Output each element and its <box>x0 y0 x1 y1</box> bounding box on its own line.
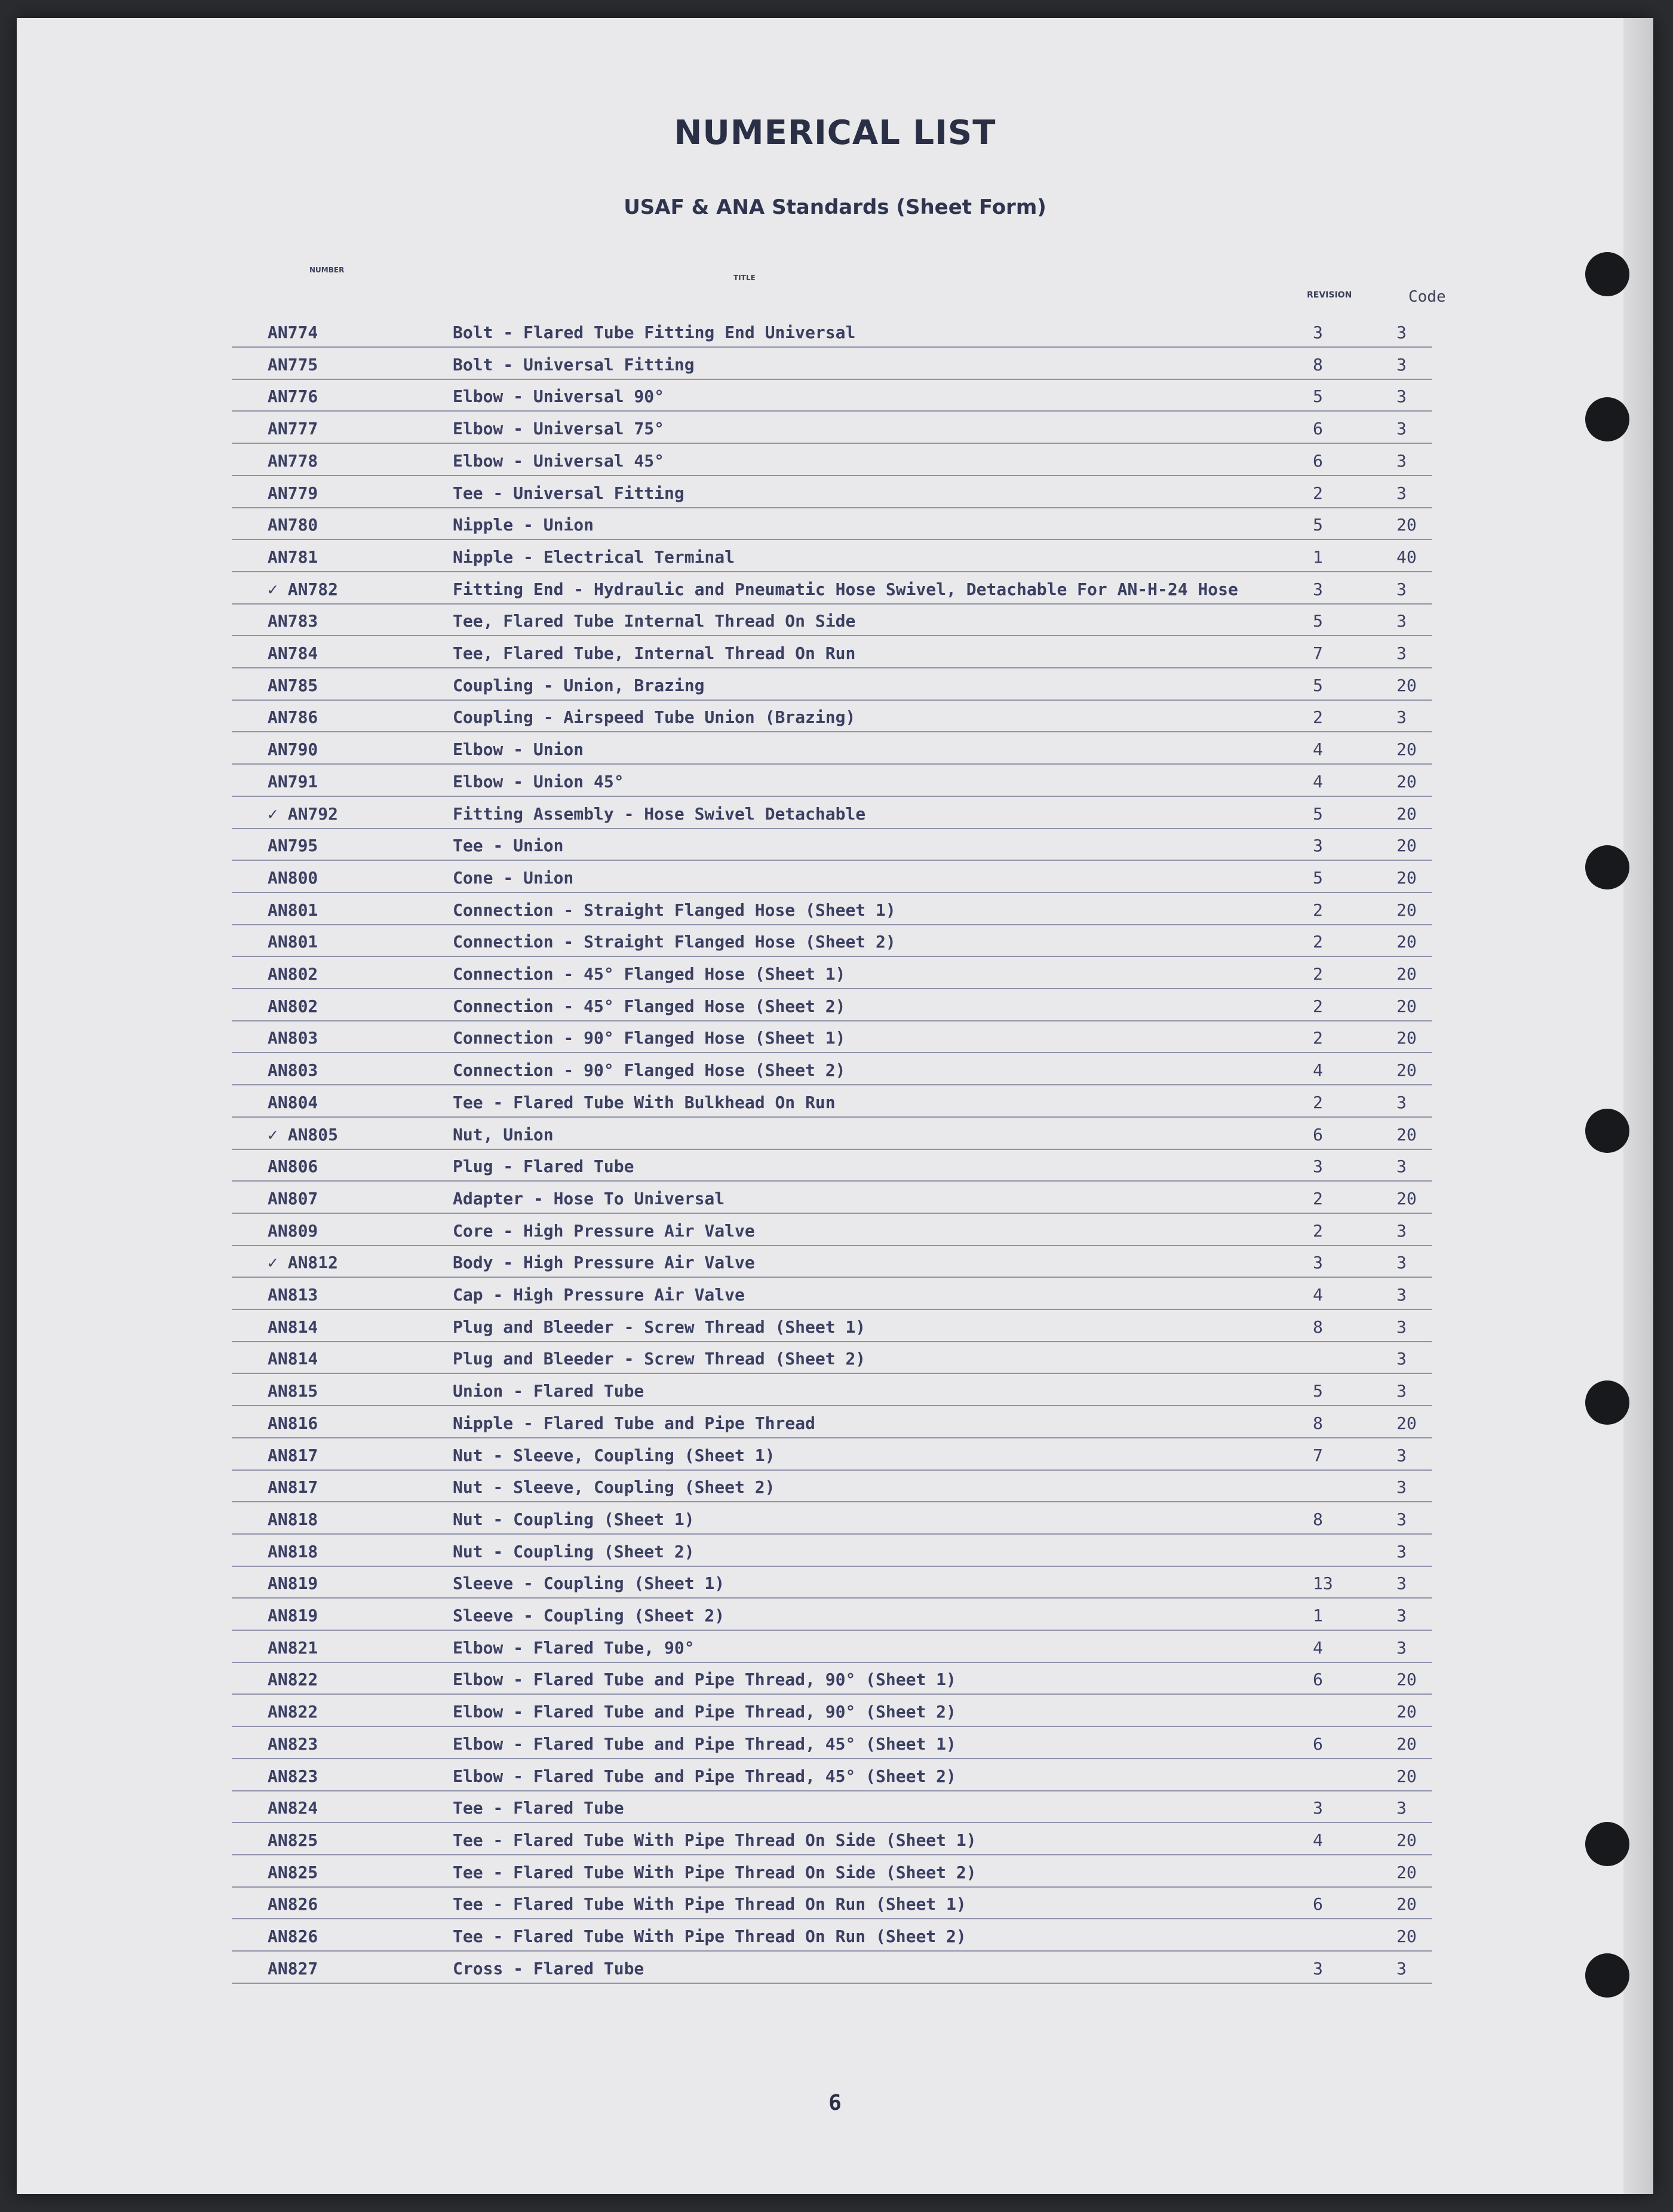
part-number: AN822 <box>268 1670 318 1689</box>
revision-value: 8 <box>1313 355 1323 375</box>
part-title: Adapter - Hose To Universal <box>453 1189 725 1208</box>
part-number: AN801 <box>268 932 318 952</box>
part-number: ✓ AN792 <box>268 804 339 824</box>
part-number: AN826 <box>268 1926 318 1946</box>
table-row <box>232 804 1432 829</box>
code-value: 3 <box>1396 707 1407 727</box>
part-number: AN802 <box>268 964 318 984</box>
code-value: 20 <box>1396 804 1417 824</box>
code-value: 3 <box>1396 1959 1407 1978</box>
table-row <box>232 1413 1432 1438</box>
part-number: AN809 <box>268 1221 318 1241</box>
revision-value: 6 <box>1313 1734 1323 1754</box>
revision-value: 3 <box>1313 323 1323 342</box>
part-number: ✓ AN805 <box>268 1125 339 1145</box>
code-value: 20 <box>1396 1766 1417 1786</box>
table-row <box>232 643 1432 668</box>
part-title: Cross - Flared Tube <box>453 1959 644 1978</box>
table-row <box>232 579 1432 605</box>
code-value: 40 <box>1396 547 1417 567</box>
code-value: 20 <box>1396 1125 1417 1145</box>
code-value: 20 <box>1396 740 1417 759</box>
code-value: 20 <box>1396 964 1417 984</box>
part-number: AN784 <box>268 643 318 663</box>
part-title: Connection - Straight Flanged Hose (Sheet 2) <box>453 932 896 952</box>
revision-value: 4 <box>1313 772 1323 791</box>
table-row <box>232 1349 1432 1374</box>
part-title: Cap - High Pressure Air Valve <box>453 1285 745 1305</box>
part-title: Connection - 45° Flanged Hose (Sheet 2) <box>453 996 846 1016</box>
code-value: 20 <box>1396 868 1417 888</box>
revision-value: 8 <box>1313 1413 1323 1433</box>
code-value: 3 <box>1396 1317 1407 1337</box>
table-row <box>232 772 1432 797</box>
part-title: Tee, Flared Tube, Internal Thread On Run <box>453 643 856 663</box>
table-row <box>232 1734 1432 1759</box>
part-title: Tee - Flared Tube <box>453 1798 624 1818</box>
table-row <box>232 996 1432 1021</box>
table-row <box>232 1221 1432 1246</box>
code-value: 3 <box>1396 611 1407 631</box>
part-number: AN776 <box>268 386 318 406</box>
part-title: Coupling - Airspeed Tube Union (Brazing) <box>453 707 856 727</box>
code-value: 20 <box>1396 1060 1417 1080</box>
part-number: AN816 <box>268 1413 318 1433</box>
code-value: 3 <box>1396 1349 1407 1369</box>
part-title: Connection - 45° Flanged Hose (Sheet 1) <box>453 964 846 984</box>
code-value: 3 <box>1396 451 1407 471</box>
revision-value: 2 <box>1313 900 1323 920</box>
revision-value: 2 <box>1313 964 1323 984</box>
revision-value: 2 <box>1313 483 1323 503</box>
code-value: 20 <box>1396 1863 1417 1882</box>
part-number: AN824 <box>268 1798 318 1818</box>
part-number: AN818 <box>268 1542 318 1561</box>
part-number: AN814 <box>268 1317 318 1337</box>
standards-table <box>17 18 1653 2194</box>
revision-value: 7 <box>1313 643 1323 663</box>
part-title: Bolt - Universal Fitting <box>453 355 695 375</box>
code-value: 3 <box>1396 1381 1407 1401</box>
part-number: AN779 <box>268 483 318 503</box>
code-value: 3 <box>1396 1285 1407 1305</box>
table-row <box>232 483 1432 508</box>
code-value: 3 <box>1396 1573 1407 1593</box>
part-title: Coupling - Union, Brazing <box>453 676 705 695</box>
part-number: AN781 <box>268 547 318 567</box>
part-title: Elbow - Flared Tube, 90° <box>453 1638 695 1658</box>
part-number: AN814 <box>268 1349 318 1369</box>
revision-value: 3 <box>1313 579 1323 599</box>
table-row <box>232 1060 1432 1085</box>
table-row <box>232 419 1432 444</box>
code-value: 20 <box>1396 996 1417 1016</box>
revision-value: 5 <box>1313 868 1323 888</box>
part-title: Elbow - Universal 45° <box>453 451 665 471</box>
revision-value: 2 <box>1313 932 1323 952</box>
part-number: AN823 <box>268 1734 318 1754</box>
document-page <box>17 18 1653 2194</box>
part-number: AN819 <box>268 1606 318 1625</box>
revision-value: 13 <box>1313 1573 1333 1593</box>
part-title: Connection - 90° Flanged Hose (Sheet 1) <box>453 1028 846 1048</box>
table-row <box>232 1477 1432 1502</box>
table-row <box>232 1670 1432 1695</box>
code-value: 20 <box>1396 1702 1417 1722</box>
code-value: 3 <box>1396 386 1407 406</box>
revision-value: 5 <box>1313 1381 1323 1401</box>
revision-value: 5 <box>1313 515 1323 535</box>
table-row <box>232 1253 1432 1278</box>
part-title: Tee, Flared Tube Internal Thread On Side <box>453 611 856 631</box>
part-number: AN818 <box>268 1510 318 1529</box>
code-value: 3 <box>1396 1638 1407 1658</box>
part-title: Tee - Flared Tube With Bulkhead On Run <box>453 1093 836 1112</box>
table-row <box>232 676 1432 701</box>
part-title: Connection - 90° Flanged Hose (Sheet 2) <box>453 1060 846 1080</box>
table-row <box>232 836 1432 861</box>
table-row <box>232 1798 1432 1823</box>
code-value: 20 <box>1396 932 1417 952</box>
table-row <box>232 1606 1432 1631</box>
page-number: 6 <box>828 2091 842 2115</box>
column-header-number: NUMBER <box>309 266 345 274</box>
revision-value: 4 <box>1313 1830 1323 1850</box>
part-title: Nipple - Flared Tube and Pipe Thread <box>453 1413 815 1433</box>
part-number: AN827 <box>268 1959 318 1978</box>
part-title: Nut - Sleeve, Coupling (Sheet 2) <box>453 1477 775 1497</box>
code-value: 20 <box>1396 676 1417 695</box>
table-row <box>232 1638 1432 1663</box>
code-value: 3 <box>1396 1477 1407 1497</box>
part-number: AN804 <box>268 1093 318 1112</box>
revision-value: 5 <box>1313 386 1323 406</box>
part-title: Nut - Coupling (Sheet 2) <box>453 1542 695 1561</box>
revision-value: 4 <box>1313 1638 1323 1658</box>
part-title: Plug and Bleeder - Screw Thread (Sheet 2) <box>453 1349 866 1369</box>
revision-value: 8 <box>1313 1317 1323 1337</box>
code-value: 20 <box>1396 1413 1417 1433</box>
table-row <box>232 451 1432 476</box>
revision-value: 3 <box>1313 836 1323 855</box>
code-value: 20 <box>1396 1189 1417 1208</box>
table-row <box>232 932 1432 957</box>
code-value: 3 <box>1396 1156 1407 1176</box>
table-row <box>232 900 1432 925</box>
revision-value: 2 <box>1313 1028 1323 1048</box>
part-title: Nut, Union <box>453 1125 554 1145</box>
part-number: AN819 <box>268 1573 318 1593</box>
part-title: Elbow - Union <box>453 740 584 759</box>
part-title: Plug - Flared Tube <box>453 1156 634 1176</box>
part-number: AN803 <box>268 1028 318 1048</box>
revision-value: 2 <box>1313 996 1323 1016</box>
table-row <box>232 355 1432 380</box>
part-number: AN815 <box>268 1381 318 1401</box>
part-title: Elbow - Flared Tube and Pipe Thread, 45° (Sheet 1) <box>453 1734 956 1754</box>
part-title: Cone - Union <box>453 868 574 888</box>
table-row <box>232 1830 1432 1855</box>
part-number: AN791 <box>268 772 318 791</box>
table-row <box>232 1510 1432 1535</box>
part-number: AN825 <box>268 1863 318 1882</box>
part-number: AN780 <box>268 515 318 535</box>
part-title: Tee - Union <box>453 836 564 855</box>
code-value: 20 <box>1396 1894 1417 1914</box>
revision-value: 4 <box>1313 1285 1323 1305</box>
part-number: AN825 <box>268 1830 318 1850</box>
code-value: 3 <box>1396 1510 1407 1529</box>
revision-value: 3 <box>1313 1156 1323 1176</box>
part-title: Tee - Flared Tube With Pipe Thread On Run (Sheet 2) <box>453 1926 966 1946</box>
revision-value: 4 <box>1313 1060 1323 1080</box>
code-value: 20 <box>1396 1670 1417 1689</box>
code-value: 3 <box>1396 1093 1407 1112</box>
part-title: Elbow - Universal 90° <box>453 386 665 406</box>
part-title: Tee - Flared Tube With Pipe Thread On Run (Sheet 1) <box>453 1894 966 1914</box>
code-value: 20 <box>1396 515 1417 535</box>
part-title: Nipple - Electrical Terminal <box>453 547 735 567</box>
code-value: 20 <box>1396 1028 1417 1048</box>
part-title: Sleeve - Coupling (Sheet 2) <box>453 1606 725 1625</box>
code-value: 20 <box>1396 1926 1417 1946</box>
table-row <box>232 1446 1432 1471</box>
table-row <box>232 515 1432 540</box>
part-number: AN774 <box>268 323 318 342</box>
page-subtitle: USAF & ANA Standards (Sheet Form) <box>624 195 1046 219</box>
revision-value: 1 <box>1313 547 1323 567</box>
part-title: Tee - Flared Tube With Pipe Thread On Side (Sheet 2) <box>453 1863 977 1882</box>
part-number: AN790 <box>268 740 318 759</box>
table-row <box>232 1285 1432 1310</box>
revision-value: 1 <box>1313 1606 1323 1625</box>
part-title: Elbow - Union 45° <box>453 772 624 791</box>
revision-value: 3 <box>1313 1798 1323 1818</box>
part-number: AN817 <box>268 1477 318 1497</box>
part-number: AN813 <box>268 1285 318 1305</box>
column-header-title: TITLE <box>733 274 756 282</box>
code-value: 3 <box>1396 579 1407 599</box>
part-number: AN802 <box>268 996 318 1016</box>
part-title: Elbow - Universal 75° <box>453 419 665 438</box>
revision-value: 6 <box>1313 1125 1323 1145</box>
code-value: 20 <box>1396 900 1417 920</box>
table-row <box>232 1766 1432 1791</box>
part-number: AN806 <box>268 1156 318 1176</box>
revision-value: 2 <box>1313 1189 1323 1208</box>
part-number: AN821 <box>268 1638 318 1658</box>
code-value: 20 <box>1396 1734 1417 1754</box>
table-row <box>232 1028 1432 1053</box>
revision-value: 2 <box>1313 1093 1323 1112</box>
revision-value: 5 <box>1313 676 1323 695</box>
part-number: AN807 <box>268 1189 318 1208</box>
code-value: 20 <box>1396 1830 1417 1850</box>
part-number: AN823 <box>268 1766 318 1786</box>
code-value: 3 <box>1396 1446 1407 1465</box>
part-number: AN783 <box>268 611 318 631</box>
part-number: AN778 <box>268 451 318 471</box>
revision-value: 6 <box>1313 451 1323 471</box>
code-value: 3 <box>1396 643 1407 663</box>
part-number: AN822 <box>268 1702 318 1722</box>
part-number: AN800 <box>268 868 318 888</box>
table-row <box>232 964 1432 989</box>
part-number: AN777 <box>268 419 318 438</box>
part-title: Sleeve - Coupling (Sheet 1) <box>453 1573 725 1593</box>
part-number: AN803 <box>268 1060 318 1080</box>
revision-value: 2 <box>1313 1221 1323 1241</box>
code-value: 20 <box>1396 836 1417 855</box>
revision-value: 5 <box>1313 611 1323 631</box>
code-value: 3 <box>1396 323 1407 342</box>
code-value: 3 <box>1396 1798 1407 1818</box>
part-number: AN775 <box>268 355 318 375</box>
table-row <box>232 1093 1432 1118</box>
part-number: AN801 <box>268 900 318 920</box>
table-row <box>232 1863 1432 1888</box>
table-row <box>232 1702 1432 1727</box>
revision-value: 3 <box>1313 1253 1323 1272</box>
part-number: AN817 <box>268 1446 318 1465</box>
part-title: Tee - Flared Tube With Pipe Thread On Side (Sheet 1) <box>453 1830 977 1850</box>
part-number: ✓ AN782 <box>268 579 339 599</box>
part-title: Elbow - Flared Tube and Pipe Thread, 90° (Sheet 2) <box>453 1702 956 1722</box>
part-title: Nipple - Union <box>453 515 594 535</box>
part-title: Nut - Sleeve, Coupling (Sheet 1) <box>453 1446 775 1465</box>
part-title: Plug and Bleeder - Screw Thread (Sheet 1) <box>453 1317 866 1337</box>
revision-value: 3 <box>1313 1959 1323 1978</box>
table-row <box>232 1381 1432 1406</box>
part-title: Tee - Universal Fitting <box>453 483 684 503</box>
revision-value: 6 <box>1313 1670 1323 1689</box>
table-row <box>232 386 1432 412</box>
part-title: Connection - Straight Flanged Hose (Sheet 1) <box>453 900 896 920</box>
part-title: Body - High Pressure Air Valve <box>453 1253 755 1272</box>
revision-value: 7 <box>1313 1446 1323 1465</box>
code-value: 20 <box>1396 772 1417 791</box>
column-header-revision: REVISION <box>1307 290 1352 300</box>
table-row <box>232 1894 1432 1919</box>
code-value: 3 <box>1396 1221 1407 1241</box>
column-header-code: Code <box>1408 288 1446 306</box>
part-title: Elbow - Flared Tube and Pipe Thread, 45° (Sheet 2) <box>453 1766 956 1786</box>
table-row <box>232 323 1432 348</box>
part-title: Core - High Pressure Air Valve <box>453 1221 755 1241</box>
code-value: 3 <box>1396 1542 1407 1561</box>
part-number: AN785 <box>268 676 318 695</box>
part-number: AN826 <box>268 1894 318 1914</box>
part-title: Fitting Assembly - Hose Swivel Detachable <box>453 804 866 824</box>
revision-value: 2 <box>1313 707 1323 727</box>
table-row <box>232 1926 1432 1952</box>
page-title: NUMERICAL LIST <box>674 113 996 152</box>
table-row <box>232 707 1432 732</box>
code-value: 3 <box>1396 419 1407 438</box>
revision-value: 5 <box>1313 804 1323 824</box>
table-row <box>232 1189 1432 1214</box>
part-title: Union - Flared Tube <box>453 1381 644 1401</box>
part-title: Fitting End - Hydraulic and Pneumatic Hose Swivel, Detachable For AN-H-24 Hose <box>453 579 1238 599</box>
part-title: Bolt - Flared Tube Fitting End Universal <box>453 323 856 342</box>
table-row <box>232 1573 1432 1599</box>
table-row <box>232 1959 1432 1984</box>
code-value: 3 <box>1396 355 1407 375</box>
part-number: AN795 <box>268 836 318 855</box>
table-row <box>232 868 1432 893</box>
part-title: Elbow - Flared Tube and Pipe Thread, 90° (Sheet 1) <box>453 1670 956 1689</box>
table-row <box>232 1156 1432 1182</box>
revision-value: 8 <box>1313 1510 1323 1529</box>
table-row <box>232 1317 1432 1342</box>
part-number: ✓ AN812 <box>268 1253 339 1272</box>
table-row <box>232 1542 1432 1567</box>
code-value: 3 <box>1396 1253 1407 1272</box>
revision-value: 6 <box>1313 1894 1323 1914</box>
table-row <box>232 547 1432 572</box>
code-value: 3 <box>1396 1606 1407 1625</box>
table-row <box>232 740 1432 765</box>
part-number: AN786 <box>268 707 318 727</box>
table-row <box>232 611 1432 636</box>
part-title: Nut - Coupling (Sheet 1) <box>453 1510 695 1529</box>
code-value: 3 <box>1396 483 1407 503</box>
revision-value: 6 <box>1313 419 1323 438</box>
table-row <box>232 1125 1432 1150</box>
revision-value: 4 <box>1313 740 1323 759</box>
